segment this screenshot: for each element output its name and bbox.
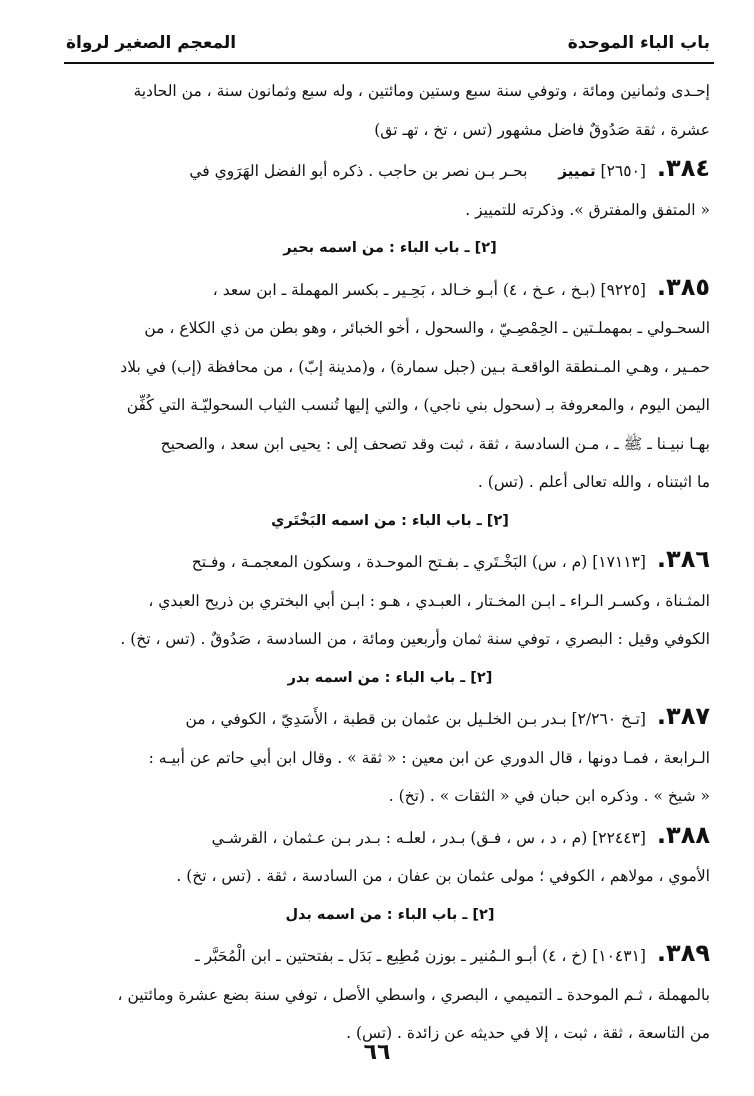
text-line: إحـدى وثمانين ومائة ، وتوفي سنة سبع وستين ومائتين ، وله سبع وثمانون سنة ، من الحادية (133, 82, 710, 100)
text-line: حمـير ، وهـي المـنطقة الواقعـة بـين (جبل سمارة) ، و(مدينة إبّ) ، من محافظة (إب) في بلاد (120, 357, 710, 376)
entry-text: [١٧١١٣] (م ، س) البَخْـتَري ـ بفـتح الموحـدة ، وسكون المعجمـة ، وفـتح (191, 553, 646, 571)
entry-number: ٣٨٩. (656, 939, 710, 967)
text-line: عشرة ، ثقة صَدُوقٌ فاضل مشهور (تس ، تخ ، تهـ تق) (374, 120, 710, 139)
entry-388 (70, 816, 710, 896)
entry-389 (70, 934, 710, 1053)
header-book-title: المعجم الصغير لرواة (66, 33, 237, 53)
text-line: من التاسعة ، ثقة ، ثبت ، إلا في حديثه عن زائدة . (تس) . (346, 1024, 710, 1042)
section-heading: [٢] ـ باب الباء : من اسمه بحير (283, 240, 497, 256)
text-line: اليمن اليوم ، والمعروفة بـ (سحول بني ناجي) ، والتي إليها تُنسب الثياب السحوليّـة التي كُفِّن (126, 396, 710, 414)
distinction-label: تمييز (558, 162, 596, 180)
entry-number: ٣٨٨. (656, 820, 710, 849)
text-line: الأموي ، مولاهم ، الكوفي ؛ مولى عثمان بن عفان ، من السادسة ، ثقة . (تس ، تخ) . (176, 867, 710, 885)
entry-385 (70, 268, 710, 502)
entry-text: [٢٢٤٤٣] (م ، د ، س ، فـق) بـدر ، لعلـه : بـدر بـن عـثمان ، القرشـي (211, 828, 646, 847)
text-line: الكوفي وقيل : البصري ، توفي سنة ثمان وأربعين ومائة ، من السادسة ، صَدُوقٌ . (تس ، تخ) . (120, 630, 710, 648)
header-divider (64, 62, 714, 64)
text-line: السحـولي ـ بمهملـتين ـ الحِمْصِـيّ ، والسحول ، أخو الخبائر ، وهو بطن من ذي الكلاع ، من (144, 319, 710, 337)
header-chapter-title: باب الباء الموحدة (567, 33, 710, 53)
section-heading: [٢] ـ باب الباء : من اسمه بدر (287, 669, 493, 686)
entry-text: [تـخ ٢/٢٦٠] بـدر بـن الخلـيل بن عثمان بن قطبة ، الأَسَدِيّ ، الكوفي ، من (185, 710, 646, 728)
text-line: « شيخ » . وذكره ابن حبان في « الثقات » . (تخ) . (388, 787, 710, 805)
entry-387 (70, 697, 710, 816)
text-line: الـرابعة ، فمـا دونها ، قال الدوري عن ابن معين : « ثقة » . وقال ابن أبي حاتم عن أبيـه : (148, 748, 710, 767)
page-number: ٦٦ (363, 1040, 391, 1065)
section-heading: [٢] ـ باب الباء : من اسمه بدل (285, 906, 495, 923)
entry-text: [١٠٤٣١] (خ ، ٤) أبـو الـمُنير ـ بوزن مُطِيع ـ بَدَل ـ بفتحتين ـ ابن الْمُحَبَّر ـ (195, 947, 646, 965)
text-line: المثـناة ، وكسـر الـراء ـ ابـن المخـتار ، العبـدي ، هـو : ابـن أبي البختري بن ذريح العبدي ، (148, 591, 710, 610)
entry-text: بحـر بـن نصر بن حاجب . ذكره أبو الفضل الهَرَوي في (189, 162, 528, 180)
entry-384 (70, 149, 710, 229)
entry-number: ٣٨٤. (656, 154, 710, 182)
section-heading: [٢] ـ باب الباء : من اسمه البَخْتَري (271, 512, 509, 529)
text-line: « المتفق والمفترق ». وذكرته للتمييز . (465, 200, 710, 219)
entry-386 (70, 540, 710, 659)
entry-number: ٣٨٥. (656, 272, 710, 301)
entry-number: ٣٨٦. (656, 545, 710, 573)
entry-383-continuation (70, 72, 710, 149)
running-header (66, 26, 710, 60)
entry-reference: [٢٦٥٠] (600, 162, 646, 180)
text-line: ما اثبتناه ، والله تعالى أعلم . (تس) . (477, 473, 710, 491)
entry-number: ٣٨٧. (656, 702, 710, 730)
text-line: بهـا نبيـنا ـ ﷺ ـ ، مـن السادسة ، ثقة ، ثبت وقد تصحف إلى : يحيى ابن سعد ، والصحيح (160, 434, 710, 453)
entry-text: [٩٢٢٥] (بـخ ، عـخ ، ٤) أبـو خـالد ، بَحِـير ـ بكسر المهملة ـ ابن سعد ، (212, 280, 646, 299)
page-body (70, 72, 710, 1053)
text-line: بالمهملة ، ثـم الموحدة ـ التميمي ، البصري ، واسطي الأصل ، توفي سنة بضع عشرة ومائتين ، (117, 985, 710, 1004)
